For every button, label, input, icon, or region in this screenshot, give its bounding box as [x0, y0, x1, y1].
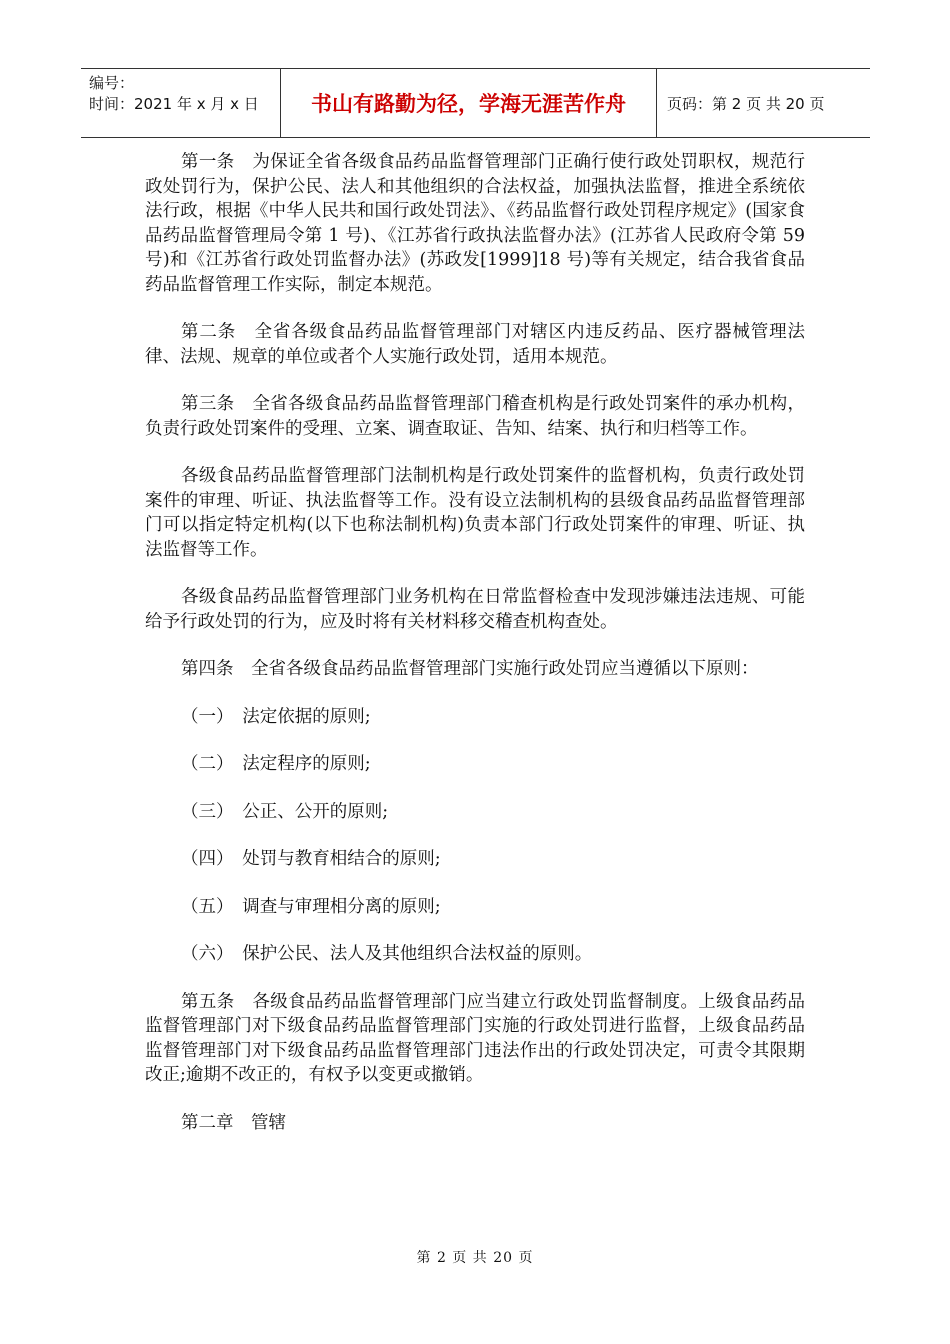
principle-item: （二） 法定程序的原则; — [181, 754, 371, 774]
article-4: 第四条 全省各级食品药品监督管理部门实施行政处罚应当遵循以下原则： — [181, 659, 759, 679]
article-3: 第三条 全省各级食品药品监督管理部门稽查机构是行政处罚案件的承办机构，负责行政处罚案件的受理、立案、调查取证、告知、结案、执行和归档等工作。 — [145, 394, 805, 439]
header-meta — [81, 69, 281, 137]
principle-item: （五） 调查与审理相分离的原则; — [181, 896, 441, 917]
page-footer: 第 2 页 共 20 页 — [416, 1250, 534, 1266]
document-body — [145, 150, 805, 1158]
article-1: 第一条 为保证全省各级食品药品监督管理部门正确行使行政处罚职权，规范行政处罚行为，保护公民、法人和其他组织的合法权益，加强执法监督，推进全系统依法行政，根据《中华人民共和国行政处罚法》、《药品监督行政处罚程序规定》(国家食品药品监督管理局令第 1 号)、《江苏省行政执法监督办法》(江苏省人民政府令第 59 号)和《江苏省行政处罚监督办法》(苏政发[1999]18 号)等有关规定，结合我省食品药品监督管理工作实际，制定本规范。 — [145, 152, 805, 295]
chapter-heading: 第二章 管辖 — [181, 1112, 286, 1133]
page-header — [81, 68, 870, 138]
principle-item: （三） 公正、公开的原则; — [181, 801, 389, 822]
article-2: 第二条 全省各级食品药品监督管理部门对辖区内违反药品、医疗器械管理法律、法规、规章的单位或者个人实施行政处罚，适用本规范。 — [145, 322, 805, 367]
header-motto: 书山有路勤为径，学海无涯苦作舟 — [281, 69, 657, 137]
principle-item: （四） 处罚与教育相结合的原则; — [181, 849, 441, 869]
header-page-info: 页码：第 2 页 共 20 页 — [667, 94, 825, 113]
principle-item: （一） 法定依据的原则; — [181, 706, 371, 727]
document-date: 时间：2021 年 x 月 x 日 — [89, 95, 259, 113]
article-3-paragraph-3: 各级食品药品监督管理部门业务机构在日常监督检查中发现涉嫌违法违规、可能给予行政处罚的行为，应及时将有关材料移交稽查机构查处。 — [145, 587, 805, 632]
document-number-label: 编号： — [89, 74, 135, 92]
principle-item: （六） 保护公民、法人及其他组织合法权益的原则。 — [181, 944, 593, 964]
article-3-paragraph-2: 各级食品药品监督管理部门法制机构是行政处罚案件的监督机构，负责行政处罚案件的审理、听证、执法监督等工作。没有设立法制机构的县级食品药品监督管理部门可以指定特定机构(以下也称法制机构)负责本部门行政处罚案件的审理、听证、执法监督等工作。 — [145, 466, 805, 560]
article-5: 第五条 各级食品药品监督管理部门应当建立行政处罚监督制度。上级食品药品监督管理部门对下级食品药品监督管理部门实施的行政处罚进行监督，上级食品药品监督管理部门对下级食品药品监督管理部门违法作出的行政处罚决定，可责令其限期改正;逾期不改正的，有权予以变更或撤销。 — [145, 991, 805, 1085]
